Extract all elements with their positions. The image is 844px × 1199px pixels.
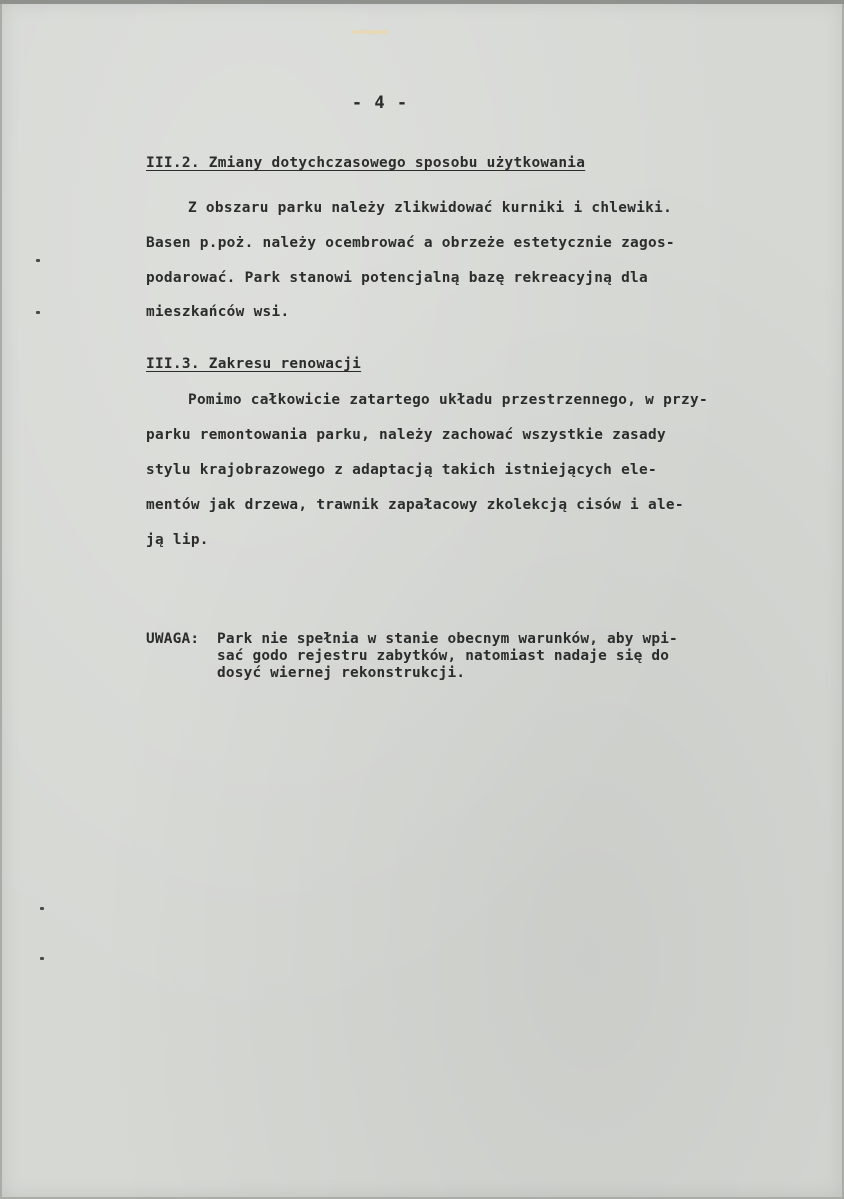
margin-mark — [40, 957, 44, 960]
section-3-line-2: parku remontowania parku, należy zachować wszystkie zasady — [146, 427, 666, 443]
section-2-line-2: Basen p.poż. należy ocembrować a obrzeże estetycznie zagos- — [146, 235, 675, 251]
note-text — [217, 631, 678, 682]
section-3-line-4: mentów jak drzewa, trawnik zapałacowy zkolekcją cisów i ale- — [146, 497, 684, 513]
page-number: - 4 - — [351, 93, 409, 113]
section-2-heading: III.2. Zmiany dotychczasowego sposobu użytkowania — [146, 155, 586, 171]
note-line-2: sać godo rejestru zabytków, natomiast nadaje się do — [217, 648, 670, 664]
margin-mark — [36, 259, 40, 262]
paper-smudge — [352, 30, 388, 34]
section-3-line-3: stylu krajobrazowego z adaptacją takich istniejących ele- — [146, 462, 657, 478]
section-3-line-5: ją lip. — [146, 532, 209, 548]
section-2-line-1: Z obszaru parku należy zlikwidować kurniki i chlewiki. — [188, 200, 673, 216]
note-line-1: Park nie spełnia w stanie obecnym warunków, aby wpi- — [217, 631, 678, 647]
note-line-3: dosyć wiernej rekonstrukcji. — [217, 665, 466, 681]
section-2-line-4: mieszkańców wsi. — [146, 304, 290, 320]
section-3-line-1: Pomimo całkowicie zatartego układu przestrzennego, w przy- — [188, 392, 708, 408]
note-label: UWAGA: — [146, 631, 200, 647]
section-3-heading: III.3. Zakresu renowacji — [146, 356, 362, 372]
section-2-line-3: podarować. Park stanowi potencjalną bazę rekreacyjną dla — [146, 270, 648, 286]
page-top-edge — [0, 0, 844, 4]
margin-mark — [40, 907, 44, 910]
margin-mark — [36, 311, 40, 314]
